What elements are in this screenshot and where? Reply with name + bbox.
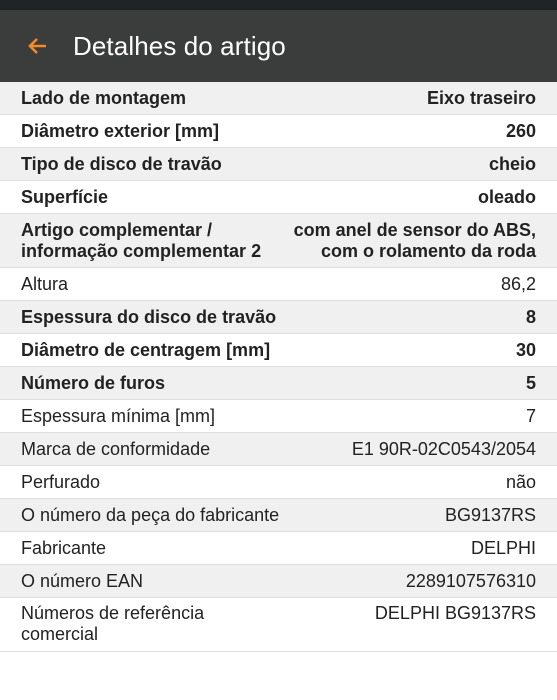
detail-label: Espessura mínima [mm] xyxy=(21,405,216,426)
detail-row-commercial-reference-numbers xyxy=(0,598,557,652)
detail-value: E1 90R-02C0543/2054 xyxy=(351,438,536,459)
detail-label: Diâmetro de centragem [mm] xyxy=(21,339,271,360)
detail-label: Marca de conformidade xyxy=(21,438,211,459)
detail-row-ean-number xyxy=(0,565,557,598)
detail-value: com anel de sensor do ABS, com o rolamento da roda xyxy=(293,219,536,261)
detail-row-surface xyxy=(0,181,557,214)
detail-row-conformity-mark xyxy=(0,433,557,466)
detail-value: 30 xyxy=(515,339,536,360)
detail-value: 7 xyxy=(525,405,536,426)
detail-label: Artigo complementar / informação complementar 2 xyxy=(21,219,262,261)
detail-label: Perfurado xyxy=(21,471,101,492)
detail-label: Altura xyxy=(21,273,69,294)
detail-value: cheio xyxy=(488,153,536,174)
detail-row-minimum-thickness xyxy=(0,400,557,433)
detail-value: oleado xyxy=(477,186,536,207)
detail-value: 8 xyxy=(525,306,536,327)
detail-label: Número de furos xyxy=(21,372,166,393)
detail-label: O número da peça do fabricante xyxy=(21,504,280,525)
detail-value: 2289107576310 xyxy=(405,570,536,591)
article-details-list xyxy=(0,82,557,652)
app-bar xyxy=(0,10,557,82)
detail-row-mounting-side xyxy=(0,82,557,115)
detail-value: DELPHI xyxy=(470,537,536,558)
arrow-left-icon xyxy=(26,34,50,58)
status-bar xyxy=(0,0,557,10)
detail-label: Espessura do disco de travão xyxy=(21,306,277,327)
detail-label: Lado de montagem xyxy=(21,87,187,108)
detail-value: não xyxy=(505,471,536,492)
detail-row-manufacturer xyxy=(0,532,557,565)
detail-value: Eixo traseiro xyxy=(426,87,536,108)
detail-value: 260 xyxy=(505,120,536,141)
detail-row-height xyxy=(0,268,557,301)
detail-row-number-of-holes xyxy=(0,367,557,400)
detail-value: 5 xyxy=(525,372,536,393)
detail-label: Números de referência comercial xyxy=(21,603,205,644)
detail-label: Tipo de disco de travão xyxy=(21,153,222,174)
detail-row-perforated xyxy=(0,466,557,499)
page-title: Detalhes do artigo xyxy=(73,30,286,61)
back-button[interactable] xyxy=(16,24,60,68)
detail-label: Fabricante xyxy=(21,537,107,558)
detail-label: Diâmetro exterior [mm] xyxy=(21,120,220,141)
detail-row-manufacturer-part-number xyxy=(0,499,557,532)
detail-row-disc-type xyxy=(0,148,557,181)
detail-label: Superfície xyxy=(21,186,109,207)
detail-row-outer-diameter xyxy=(0,115,557,148)
detail-label: O número EAN xyxy=(21,570,144,591)
detail-value: 86,2 xyxy=(500,273,536,294)
detail-value: BG9137RS xyxy=(444,504,536,525)
detail-row-disc-thickness xyxy=(0,301,557,334)
detail-value: DELPHI BG9137RS xyxy=(374,603,536,623)
detail-row-centering-diameter xyxy=(0,334,557,367)
detail-row-complementary-article xyxy=(0,214,557,268)
